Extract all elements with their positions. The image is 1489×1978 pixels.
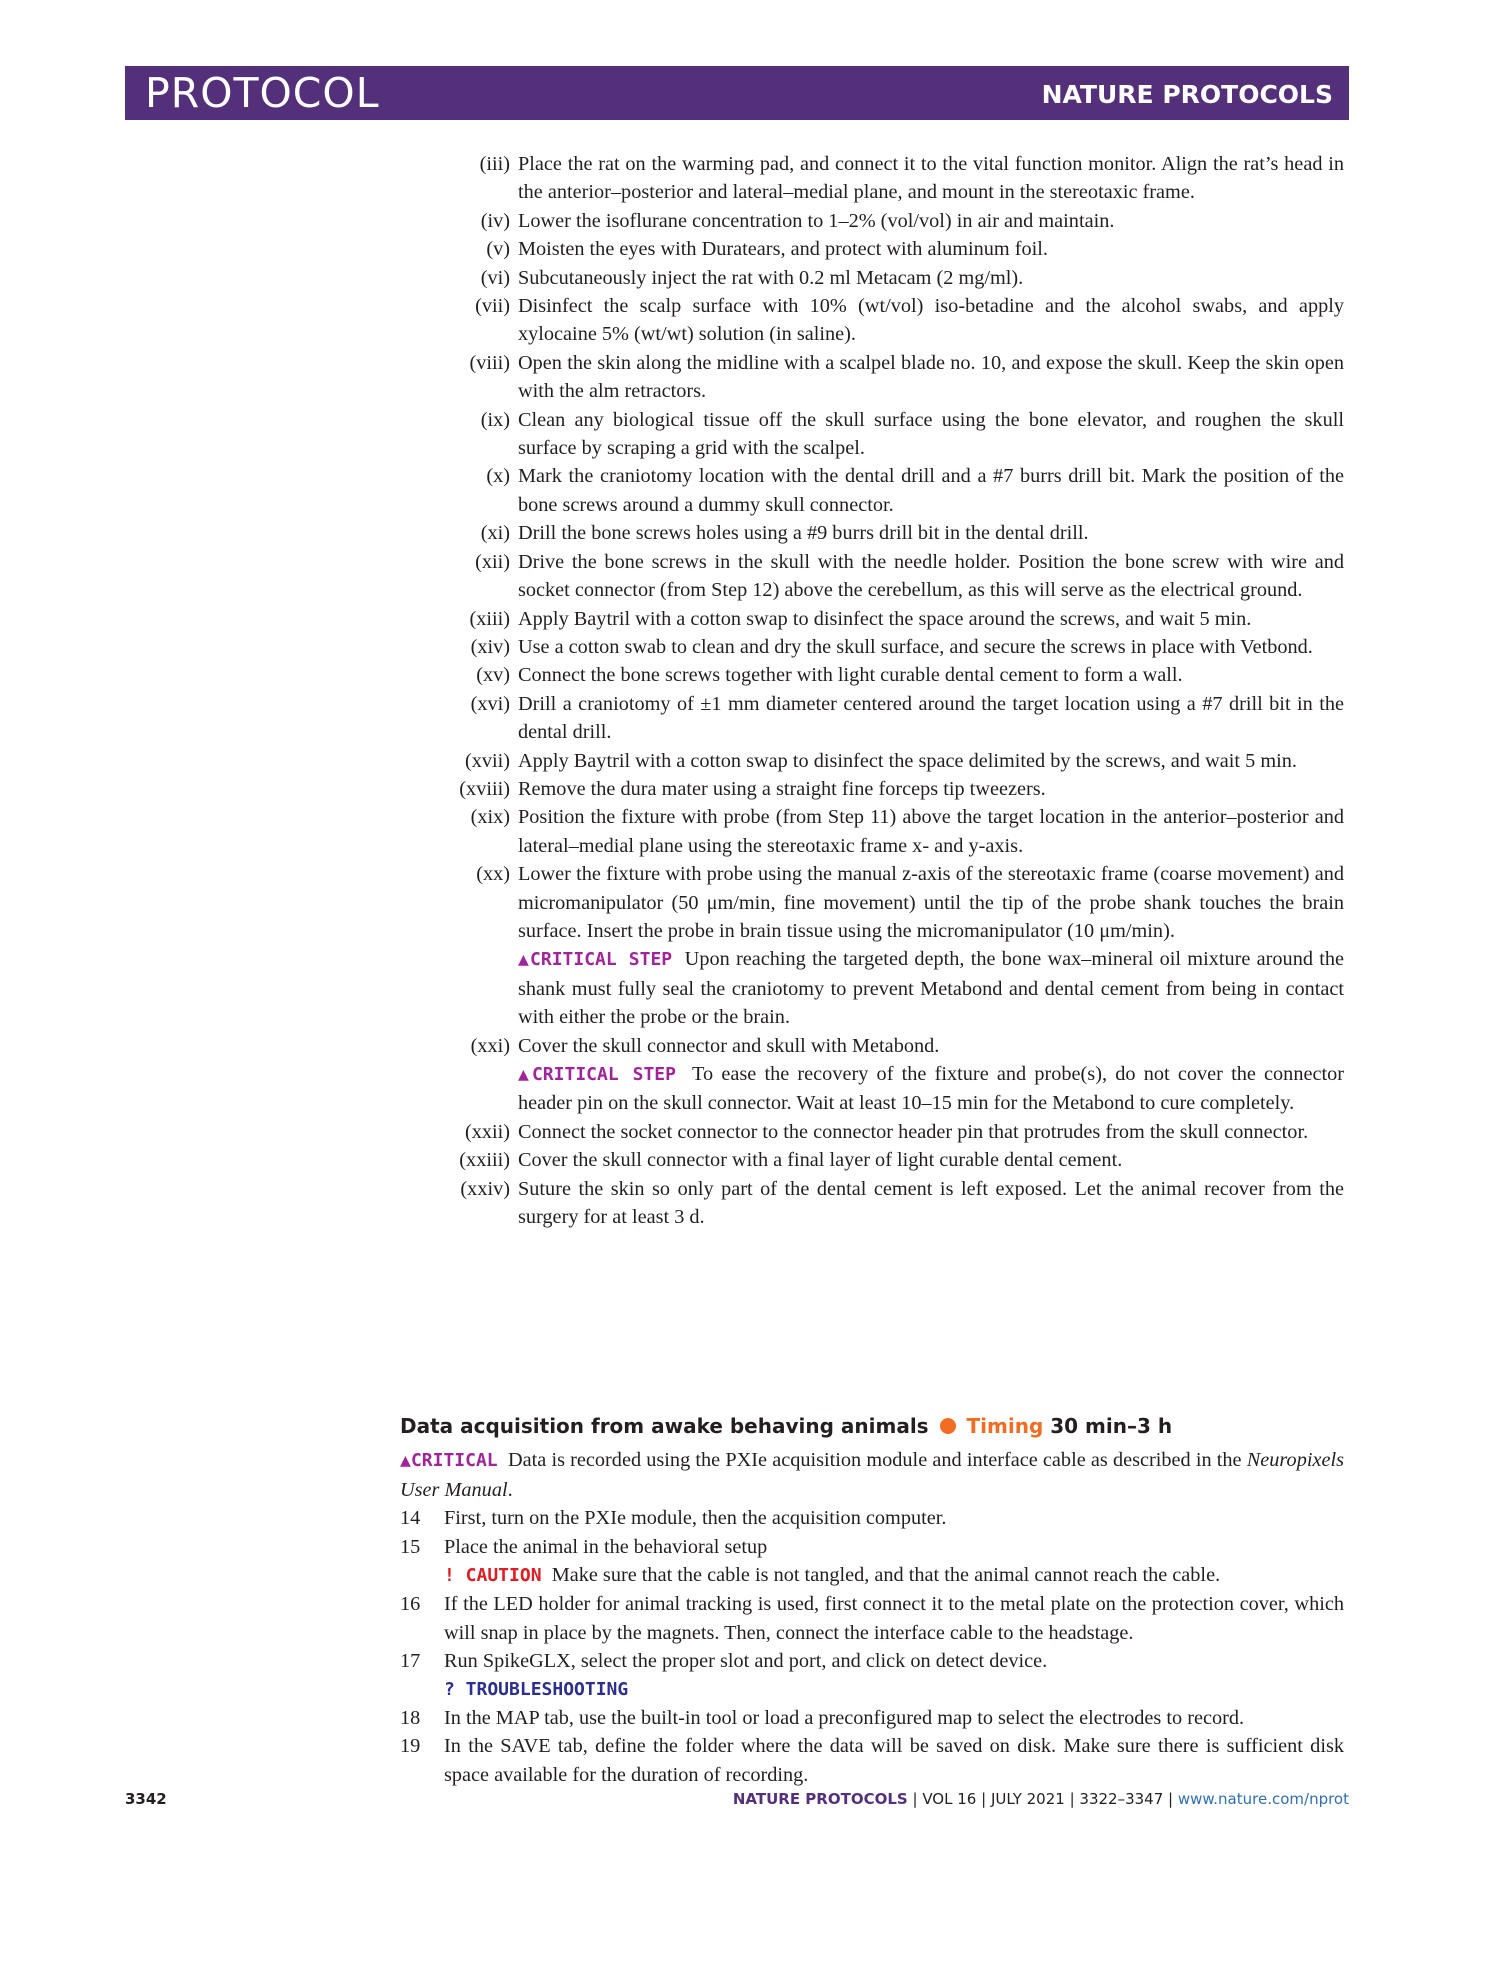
step-xix [0,803,1344,860]
step-number: (xii) [475,550,510,573]
section-label: PROTOCOL [145,69,380,117]
step-x [0,462,1344,519]
step-text: Disinfect the scalp surface with 10% (wt/vol) iso-betadine and the alcohol swabs, and apply xylocaine 5% (wt/wt) solution (in saline). [518,295,1344,346]
step-number: (vi) [480,266,510,289]
step-number: (ix) [480,408,510,431]
step-text: Drill a craniotomy of ±1 mm diameter centered around the target location using a #7 drill bit in the dental drill. [518,692,1344,744]
step-xxiii [0,1146,1344,1174]
step-number: 19 [400,1735,421,1758]
step-number: (xviii) [459,777,510,800]
data-acquisition-section [400,1412,1344,1789]
footer-journal-name: NATURE PROTOCOLS [732,1790,908,1808]
step-text: Drive the bone screws in the skull with the needle holder. Position the bone screw with wire and socket connector (from Step 12) above the cerebellum, as this will serve as the electrical ground. [518,550,1344,602]
footer-volume: VOL 16 [922,1790,977,1808]
step-number: (xiii) [469,607,510,630]
step-number: (xxiv) [460,1177,510,1200]
step-text: In the SAVE tab, define the folder where the data will be saved on disk. Make sure there is sufficient disk space available for the duration of recording. [444,1735,1344,1786]
step-text: Moisten the eyes with Duratears, and protect with aluminum foil. [518,238,1049,261]
step-number: (xix) [470,806,510,829]
step-number: (iii) [479,153,510,175]
critical-step-note [518,945,1344,1031]
step-text: Remove the dura mater using a straight fine forceps tip tweezers. [518,777,1046,800]
timing-value: 30 min–3 h [1050,1414,1173,1438]
step-text: Drill the bone screws holes using a #9 burrs drill bit in the dental drill. [518,522,1089,545]
step-number: 15 [400,1535,421,1558]
step-number: 16 [400,1593,421,1616]
step-number: (v) [486,238,510,261]
step-xi [0,519,1344,547]
step-text: Position the fixture with probe (from Step 11) above the target location in the anterior–posterior and lateral–medial plane using the stereotaxic frame x- and y-axis. [518,806,1344,857]
timing-label: Timing [966,1414,1044,1438]
step-xxiv [0,1175,1344,1232]
section-heading [400,1412,1344,1440]
critical-step-text: Upon reaching the targeted depth, the bone wax–mineral oil mixture around the shank must fully seal the craniotomy to prevent Metabond and dental cement from being in contact with either the probe or the brain. [518,948,1345,1029]
surgery-steps [0,150,1489,1231]
step-number: (vii) [475,295,510,318]
step-iv [0,207,1344,235]
step-text: Lower the fixture with probe using the manual z-axis of the stereotaxic frame (coarse movement) and micromanipulator (50 μm/min, fine movement) until the tip of the probe shank touches the brain surface. Insert the probe in brain tissue using the micromanipulator (10 μm/min). [518,863,1344,942]
step-xv [0,661,1344,689]
step-text: First, turn on the PXIe module, then the acquisition computer. [444,1507,947,1530]
step-number: (xiv) [470,635,510,658]
step-number: (xvi) [470,692,510,715]
journal-title: NATURE PROTOCOLS [1041,80,1333,109]
step-ix [0,406,1344,463]
step-number: (x) [486,465,510,488]
step-v [0,235,1344,263]
footer-url[interactable]: www.nature.com/nprot [1177,1790,1349,1808]
step-text: Subcutaneously inject the rat with 0.2 ml Metacam (2 mg/ml). [518,266,1024,289]
step-text: Open the skin along the midline with a scalpel blade no. 10, and expose the skull. Keep the skin open with the alm retractors. [518,351,1344,403]
troubleshooting-link[interactable]: ? TROUBLESHOOTING [444,1678,629,1700]
critical-step-label: ▲CRITICAL STEP [518,1064,676,1085]
step-number: 18 [400,1707,421,1730]
footer-date: JULY 2021 [990,1790,1065,1808]
step-text: Place the animal in the behavioral setup [444,1535,768,1558]
step-number: (xxi) [470,1034,510,1057]
footer-pages: 3322–3347 [1079,1790,1164,1808]
step-text: If the LED holder for animal tracking is used, first connect it to the metal plate on the protection cover, which will snap in place by the magnets. Then, connect the interface cable to the headstage. [444,1593,1344,1644]
step-number: 17 [400,1650,421,1673]
step-16 [400,1590,1344,1647]
step-viii [0,349,1344,406]
critical-step-text: To ease the recovery of the fixture and probe(s), do not cover the connector header pin on the skull connector. Wait at least 10–15 min for the Metabond to cure completely. [518,1063,1344,1115]
step-text: In the MAP tab, use the built-in tool or load a preconfigured map to select the electrodes to record. [444,1707,1245,1730]
step-text: Apply Baytril with a cotton swap to disinfect the space around the screws, and wait 5 min. [518,607,1252,630]
step-text: Connect the socket connector to the connector header pin that protrudes from the skull connector. [518,1120,1309,1143]
step-19 [400,1732,1344,1789]
step-text: Mark the craniotomy location with the dental drill and a #7 burrs drill bit. Mark the position of the bone screws around a dummy skull connector. [518,465,1344,516]
step-text: Suture the skin so only part of the dental cement is left exposed. Let the animal recover from the surgery for at least 3 d. [518,1177,1344,1229]
step-xxi [0,1032,1344,1118]
step-number: (xvii) [464,749,510,772]
step-xx [0,860,1344,1031]
header-banner [125,66,1349,120]
step-xii [0,548,1344,605]
timing-dot-icon [940,1418,956,1434]
step-15 [400,1533,1344,1591]
step-number: (xxiii) [459,1149,510,1172]
step-number: 14 [400,1507,421,1530]
step-number: (viii) [469,351,510,374]
journal-citation: NATURE PROTOCOLS | VOL 16 | JULY 2021 | 3322–3347 | www.nature.com/nprot [732,1790,1349,1808]
step-text: Apply Baytril with a cotton swap to disinfect the space delimited by the screws, and wait 5 min. [518,749,1297,772]
step-number: (xi) [480,522,510,545]
step-text: Cover the skull connector and skull with Metabond. [518,1034,940,1057]
step-text: Use a cotton swab to clean and dry the skull surface, and secure the screws in place with Vetbond. [518,635,1313,658]
critical-text: Data is recorded using the PXIe acquisition module and interface cable as described in the [508,1449,1242,1472]
step-xvi [0,690,1344,747]
step-17 [400,1647,1344,1704]
step-number: (xv) [476,664,510,687]
caution-label: ! CAUTION [444,1565,542,1587]
step-text: Cover the skull connector with a final layer of light curable dental cement. [518,1149,1123,1172]
critical-step-label: ▲CRITICAL STEP [518,949,673,971]
step-xxii [0,1118,1344,1146]
step-iii [0,150,1344,207]
critical-label: ▲CRITICAL [400,1450,498,1472]
page-number: 3342 [125,1790,167,1808]
step-text: Connect the bone screws together with light curable dental cement to form a wall. [518,664,1183,687]
step-vi [0,264,1344,292]
step-text: Run SpikeGLX, select the proper slot and port, and click on detect device. [444,1650,1048,1673]
step-text: Place the rat on the warming pad, and connect it to the vital function monitor. Align the rat’s head in the anterior–posterior and lateral–medial plane, and mount in the stereotaxic frame. [518,153,1344,204]
step-vii [0,292,1344,349]
step-number: (xxii) [464,1120,510,1143]
step-xiv [0,633,1344,661]
step-text: Lower the isoflurane concentration to 1–2% (vol/vol) in air and maintain. [518,209,1115,232]
step-xviii [0,775,1344,803]
step-14 [400,1504,1344,1532]
step-18 [400,1704,1344,1732]
critical-note: ▲CRITICAL Data is recorded using the PXIe acquisition module and interface cable as described in the Neuropixels User Manual. [400,1449,1345,1501]
manual-reference: Neuropixels User Manual [400,1449,1345,1501]
step-xvii [0,747,1344,775]
caution-text: Make sure that the cable is not tangled, and that the animal cannot reach the cable. [551,1564,1221,1587]
step-number: (iv) [480,209,510,232]
step-xiii [0,605,1344,633]
step-number: (xx) [476,863,510,886]
caution-note [444,1561,1344,1590]
critical-step-note [518,1060,1344,1118]
section-title: Data acquisition from awake behaving animals [400,1414,929,1438]
step-text: Clean any biological tissue off the skull surface using the bone elevator, and roughen the skull surface by scraping a grid with the scalpel. [518,408,1344,460]
